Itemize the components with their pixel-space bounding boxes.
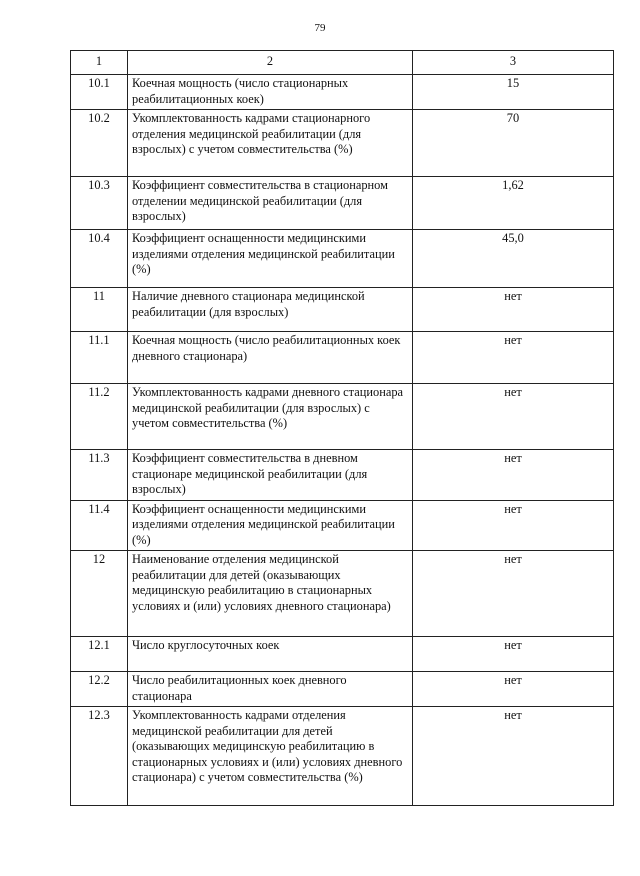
data-table <box>70 50 614 806</box>
row-value: 15 <box>413 75 614 110</box>
row-value: 70 <box>413 110 614 177</box>
row-number: 11.1 <box>71 332 128 384</box>
row-text: Коэффициент совместительства в стационарном отделении медицинской реабилитации (для взрослых) <box>128 177 413 230</box>
row-number: 10.3 <box>71 177 128 230</box>
column-header-number: 1 <box>71 51 128 75</box>
table-row <box>71 384 614 450</box>
row-number: 11.4 <box>71 500 128 551</box>
row-text: Наличие дневного стационара медицинской реабилитации (для взрослых) <box>128 288 413 332</box>
row-text: Наименование отделения медицинской реабилитации для детей (оказывающих медицинскую реабилитацию в стационарных условиях и (или) условиях дневного стационара) <box>128 551 413 637</box>
row-text: Укомплектованность кадрами отделения медицинской реабилитации для детей (оказывающих медицинскую реабилитацию в стационарных условиях и (или) условиях дневного стационара) с учетом совместительства (%) <box>128 707 413 806</box>
table-row <box>71 637 614 672</box>
row-number: 12.3 <box>71 707 128 806</box>
table-row <box>71 500 614 551</box>
row-text: Укомплектованность кадрами дневного стационара медицинской реабилитации (для взрослых) с учетом совместительства (%) <box>128 384 413 450</box>
row-number: 11 <box>71 288 128 332</box>
row-number: 12.1 <box>71 637 128 672</box>
table-row <box>71 230 614 288</box>
column-header-value: 3 <box>413 51 614 75</box>
row-text: Укомплектованность кадрами стационарного отделения медицинской реабилитации (для взрослых) с учетом совместительства (%) <box>128 110 413 177</box>
row-number: 10.1 <box>71 75 128 110</box>
row-value: нет <box>413 637 614 672</box>
row-value: нет <box>413 288 614 332</box>
row-value: нет <box>413 551 614 637</box>
row-value: нет <box>413 707 614 806</box>
row-value: нет <box>413 672 614 707</box>
row-text: Число реабилитационных коек дневного стационара <box>128 672 413 707</box>
table-row <box>71 110 614 177</box>
row-value: нет <box>413 450 614 501</box>
table-header-row <box>71 51 614 75</box>
row-number: 11.3 <box>71 450 128 501</box>
row-text: Коэффициент оснащенности медицинскими изделиями отделения медицинской реабилитации (%) <box>128 500 413 551</box>
table-row <box>71 707 614 806</box>
table-row <box>71 332 614 384</box>
page-number: 79 <box>314 22 326 34</box>
row-value: 45,0 <box>413 230 614 288</box>
row-text: Коечная мощность (число стационарных реабилитационных коек) <box>128 75 413 110</box>
row-number: 12.2 <box>71 672 128 707</box>
row-value: нет <box>413 500 614 551</box>
table-row <box>71 450 614 501</box>
row-text: Коэффициент совместительства в дневном стационаре медицинской реабилитации (для взрослых) <box>128 450 413 501</box>
column-header-description: 2 <box>128 51 413 75</box>
row-value: 1,62 <box>413 177 614 230</box>
row-number: 11.2 <box>71 384 128 450</box>
table-row <box>71 551 614 637</box>
row-text: Коечная мощность (число реабилитационных коек дневного стационара) <box>128 332 413 384</box>
row-number: 10.4 <box>71 230 128 288</box>
table-row <box>71 288 614 332</box>
row-text: Коэффициент оснащенности медицинскими изделиями отделения медицинской реабилитации (%) <box>128 230 413 288</box>
row-value: нет <box>413 384 614 450</box>
row-number: 12 <box>71 551 128 637</box>
row-value: нет <box>413 332 614 384</box>
row-number: 10.2 <box>71 110 128 177</box>
table-row <box>71 177 614 230</box>
row-text: Число круглосуточных коек <box>128 637 413 672</box>
table-row <box>71 75 614 110</box>
table-row <box>71 672 614 707</box>
